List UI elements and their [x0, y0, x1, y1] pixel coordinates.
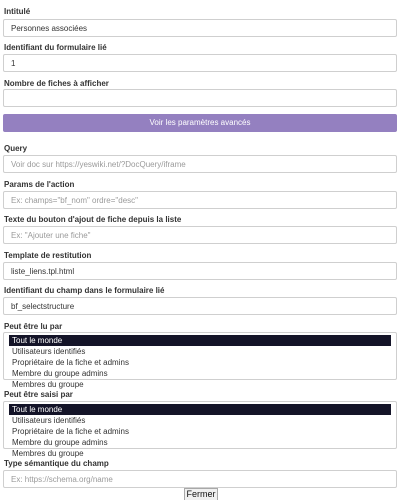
write-access-option[interactable]: Membres du groupe — [12, 449, 84, 458]
close-button[interactable]: Fermer — [184, 488, 218, 500]
read-access-option[interactable]: Tout le monde — [9, 335, 391, 346]
write-access-option[interactable]: Membre du groupe admins — [12, 438, 108, 447]
write-access-select[interactable] — [3, 401, 397, 458]
read-access-option[interactable]: Membres du groupe — [12, 380, 84, 389]
add-button-text-label: Texte du bouton d'ajout de fiche depuis la liste — [4, 215, 182, 224]
semantic-type-label: Type sémantique du champ — [4, 459, 109, 468]
read-access-option[interactable]: Membre du groupe admins — [12, 369, 108, 378]
template-label: Template de restitution — [4, 251, 92, 260]
semantic-type-input[interactable] — [3, 470, 397, 488]
write-access-option[interactable]: Tout le monde — [9, 404, 391, 415]
write-access-label: Peut être saisi par — [4, 390, 73, 399]
read-access-option[interactable]: Utilisateurs identifiés — [12, 347, 86, 356]
form-id-input[interactable] — [3, 54, 397, 72]
template-input[interactable] — [3, 262, 397, 280]
params-input[interactable] — [3, 191, 397, 209]
intitule-input[interactable] — [3, 19, 397, 37]
query-input[interactable] — [3, 155, 397, 173]
add-button-text-input[interactable] — [3, 226, 397, 244]
read-access-label: Peut être lu par — [4, 322, 63, 331]
nb-fiches-label: Nombre de fiches à afficher — [4, 79, 109, 88]
write-access-option[interactable]: Utilisateurs identifiés — [12, 416, 86, 425]
nb-fiches-input[interactable] — [3, 89, 397, 107]
form-id-label: Identifiant du formulaire lié — [4, 43, 107, 52]
read-access-select[interactable] — [3, 332, 397, 389]
write-access-option[interactable]: Propriétaire de la fiche et admins — [12, 427, 129, 436]
linked-field-label: Identifiant du champ dans le formulaire lié — [4, 286, 165, 295]
query-label: Query — [4, 144, 28, 153]
advanced-params-button[interactable]: Voir les paramètres avancés — [3, 114, 397, 132]
intitule-label: Intitulé — [4, 7, 31, 16]
read-access-option[interactable]: Propriétaire de la fiche et admins — [12, 358, 129, 367]
params-label: Params de l'action — [4, 180, 75, 189]
linked-field-input[interactable] — [3, 297, 397, 315]
